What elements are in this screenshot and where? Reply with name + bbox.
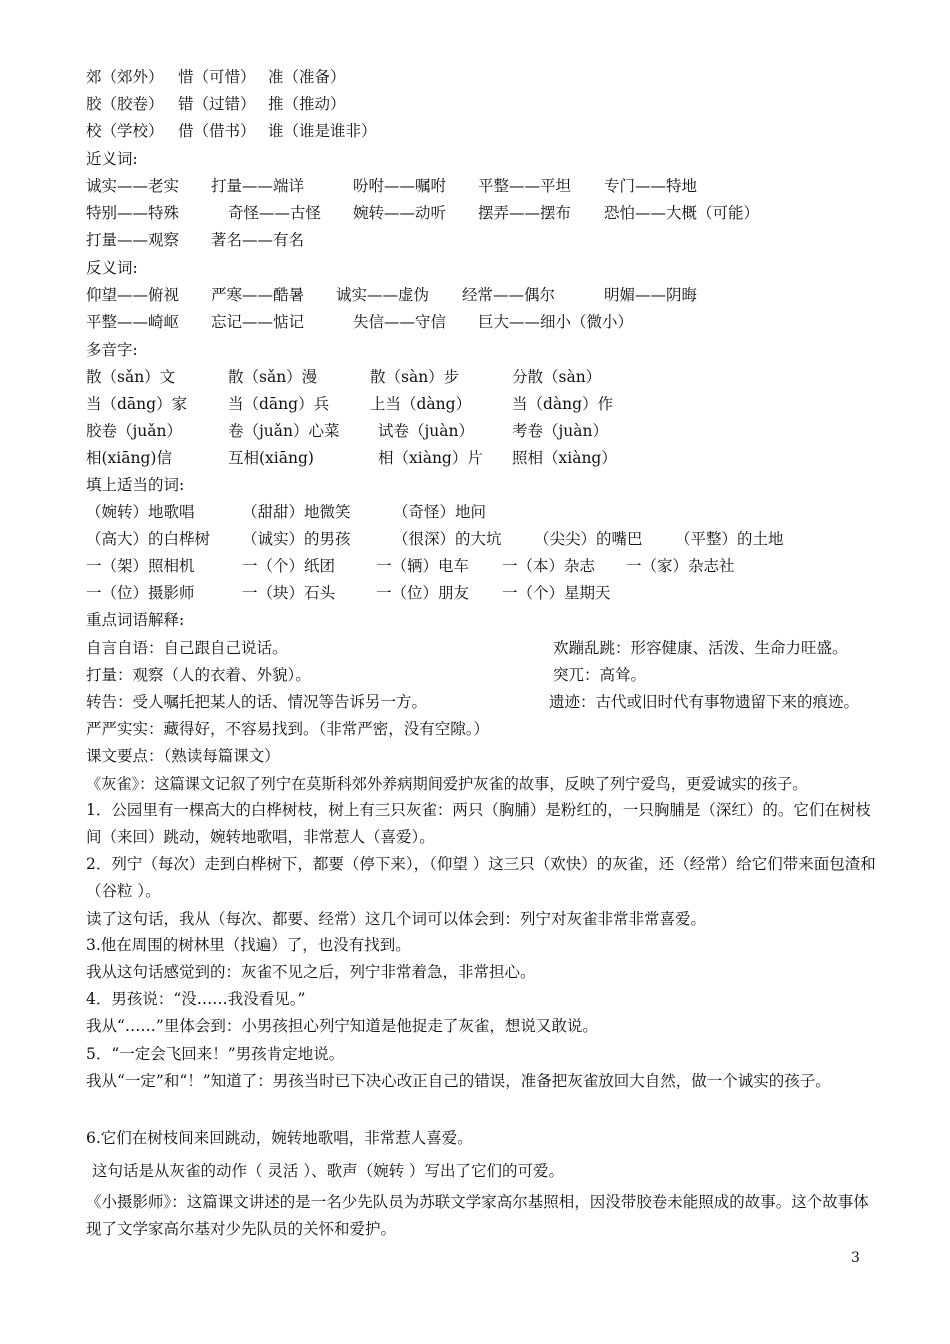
lesson-paragraph: 2．列宁（每次）走到白桦树下，都要（停下来），（仰望 ）这三只（欢快）的灰雀，还（经常）给它们带来面包渣和（谷粒 ）。 [86, 855, 876, 900]
synonym-pair: 打量——观察 [86, 231, 180, 249]
antonym-pair: 巨大——细小（微小） [478, 313, 634, 331]
word-item: 错（过错） [178, 95, 256, 113]
key-word-item: 自言自语：自己跟自己说话。 [86, 639, 288, 657]
antonym-pair: 诚实——虚伪 [336, 286, 430, 304]
word-item: 校（学校） [86, 122, 164, 140]
key-word-item: 遗迹：古代或旧时代有事物遗留下来的痕迹。 [549, 693, 860, 711]
word-item: 推（推动） [268, 95, 346, 113]
fill-item: 一（架）照相机 [86, 557, 195, 575]
antonym-pair: 严寒——酷暑 [211, 286, 305, 304]
polyphone-item: 相（xiàng）片 [378, 449, 483, 467]
fill-item: （很深）的大坑 [393, 530, 502, 548]
antonym-pair: 平整——崎岖 [86, 313, 180, 331]
fill-item: 一（个）星期天 [502, 584, 611, 602]
polyphone-item: 散（sǎn）文 [86, 368, 176, 386]
antonym-pair: 失信——守信 [353, 313, 447, 331]
antonym-pair: 经常——偶尔 [462, 286, 556, 304]
word-item: 谁（谁是谁非） [268, 122, 377, 140]
synonym-pair: 恐怕——大概（可能） [604, 204, 760, 222]
polyphone-item: 互相(xiāng) [228, 449, 314, 467]
synonym-pair: 特别——特殊 [86, 204, 180, 222]
key-word-item: 转告：受人嘱托把某人的话、情况等告诉另一方。 [86, 693, 428, 711]
fill-item: （甜甜）地微笑 [242, 503, 351, 521]
polyphone-item: 分散（sàn） [512, 368, 602, 386]
antonym-pair: 仰望——俯视 [86, 286, 180, 304]
polyphone-item: 相(xiāng)信 [86, 449, 172, 467]
lesson-paragraph: 我从这句话感觉到的：灰雀不见之后，列宁非常着急，非常担心。 [86, 963, 536, 981]
polyphone-item: 照相（xiàng） [512, 449, 617, 467]
synonym-pair: 著名——有名 [211, 231, 305, 249]
polyphone-item: 当（dāng）家 [86, 395, 188, 413]
fill-item: （婉转）地歌唱 [86, 503, 195, 521]
polyphone-item: 当（dàng）作 [512, 395, 614, 413]
fill-item: 一（辆）电车 [376, 557, 470, 575]
key-word-item: 欢蹦乱跳：形容健康、活泼、生命力旺盛。 [553, 639, 848, 657]
antonym-pair: 明媚——阴晦 [604, 286, 698, 304]
synonym-pair: 婉转——动听 [353, 204, 447, 222]
lesson-paragraph: 3.他在周围的树林里（找遍）了，也没有找到。 [86, 936, 411, 954]
fill-item: （高大）的白桦树 [86, 530, 211, 548]
synonym-pair: 诚实——老实 [86, 177, 180, 195]
antonyms-heading: 反义词: [86, 259, 138, 277]
fill-item: 一（位）朋友 [376, 584, 470, 602]
fill-item: 一（个）纸团 [242, 557, 336, 575]
fill-item: （尖尖）的嘴巴 [534, 530, 643, 548]
antonym-pair: 忘记——惦记 [211, 313, 305, 331]
polyphone-item: 当（dāng）兵 [228, 395, 330, 413]
fill-item: 一（家）杂志社 [626, 557, 735, 575]
synonyms-heading: 近义词: [86, 150, 138, 168]
key-word-item: 严严实实：藏得好，不容易找到。（非常严密，没有空隙。） [86, 720, 490, 738]
key-word-item: 突兀：高耸。 [553, 666, 647, 684]
page-number: 3 [851, 1250, 860, 1266]
lesson-paragraph: 读了这句话，我从（每次、都要、经常）这几个词可以体会到：列宁对灰雀非常非常喜爱。 [86, 910, 707, 928]
lesson-paragraph: 1．公园里有一棵高大的白桦树枝，树上有三只灰雀：两只（胸脯）是粉红的，一只胸脯是（深红）的。它们在树枝间（来回）跳动，婉转地歌唱，非常惹人（喜爱）。 [86, 801, 871, 846]
polyphone-item: 考卷（juàn） [512, 422, 609, 440]
key-words-heading: 重点词语解释: [86, 611, 185, 629]
synonym-pair: 奇怪——古怪 [228, 204, 322, 222]
synonym-pair: 专门——特地 [604, 177, 698, 195]
polyphone-item: 散（sàn）步 [370, 368, 460, 386]
lesson-paragraph: 6.它们在树枝间来回跳动，婉转地歌唱，非常惹人喜爱。 [86, 1129, 473, 1147]
synonym-pair: 平整——平坦 [478, 177, 572, 195]
lesson-heading: 课文要点：（熟读每篇课文） [86, 747, 280, 765]
lesson-paragraph: 这句话是从灰雀的动作（ 灵活 ）、歌声（婉转 ）写出了它们的可爱。 [92, 1162, 565, 1180]
lesson-paragraph: 5．“一定会飞回来！”男孩肯定地说。 [86, 1045, 345, 1063]
word-item: 惜（可惜） [178, 68, 256, 86]
lesson-paragraph: 4．男孩说：“没……我没看见。” [86, 990, 306, 1008]
lesson-intro: 《灰雀》：这篇课文记叙了列宁在莫斯科郊外养病期间爱护灰雀的故事，反映了列宁爱鸟，更爱诚实的孩子。 [86, 775, 808, 793]
lesson-paragraph: 《小摄影师》：这篇课文讲述的是一名少先队员为苏联文学家高尔基照相，因没带胶卷未能照成的故事。这个故事体现了文学家高尔基对少先队员的关怀和爱护。 [86, 1193, 869, 1238]
lesson-paragraph: 我从“一定”和“！”知道了：男孩当时已下决心改正自己的错误，准备把灰雀放回大自然，做一个诚实的孩子。 [86, 1072, 831, 1090]
fill-item: （奇怪）地问 [393, 503, 487, 521]
fill-item: 一（本）杂志 [502, 557, 596, 575]
word-item: 胶（胶卷） [86, 95, 164, 113]
word-item: 准（准备） [268, 68, 346, 86]
polyphones-heading: 多音字: [86, 341, 138, 359]
synonym-pair: 摆弄——摆布 [478, 204, 572, 222]
word-item: 郊（郊外） [86, 68, 164, 86]
fill-item: 一（位）摄影师 [86, 584, 195, 602]
polyphone-item: 上当（dàng） [370, 395, 472, 413]
fill-words-heading: 填上适当的词: [86, 476, 185, 494]
word-item: 借（借书） [178, 122, 256, 140]
fill-item: （平整）的土地 [675, 530, 784, 548]
polyphone-item: 卷（juǎn）心菜 [228, 422, 340, 440]
polyphone-item: 散（sǎn）漫 [228, 368, 318, 386]
synonym-pair: 吩咐——嘱咐 [353, 177, 447, 195]
key-word-item: 打量：观察（人的衣着、外貌）。 [86, 666, 311, 684]
fill-item: （诚实）的男孩 [242, 530, 351, 548]
polyphone-item: 试卷（juàn） [378, 422, 475, 440]
synonym-pair: 打量——端详 [211, 177, 305, 195]
polyphone-item: 胶卷（juǎn） [86, 422, 183, 440]
lesson-paragraph: 我从“……”里体会到：小男孩担心列宁知道是他捉走了灰雀，想说又敢说。 [86, 1017, 598, 1035]
fill-item: 一（块）石头 [242, 584, 336, 602]
